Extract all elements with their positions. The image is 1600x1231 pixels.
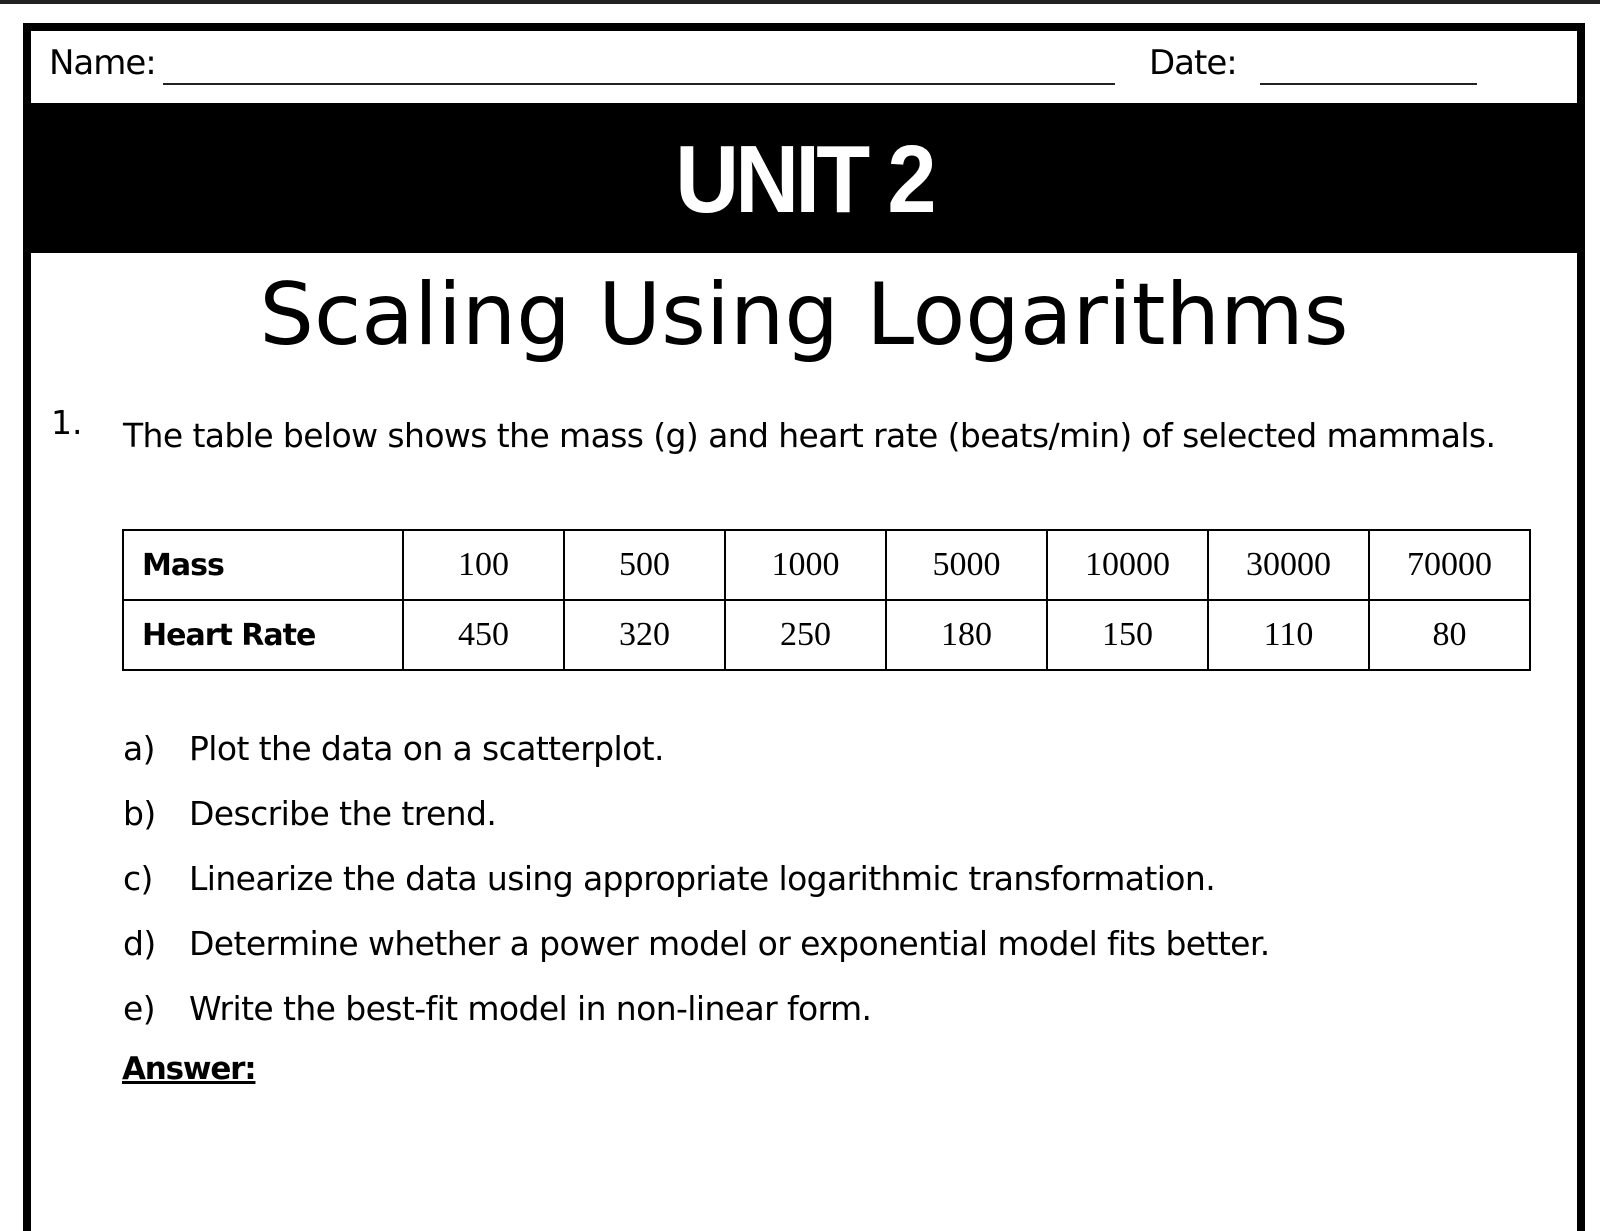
name-field-line[interactable]	[163, 83, 1115, 85]
subquestion-letter: a)	[123, 729, 155, 768]
subquestion-text: Determine whether a power model or exponential model fits better.	[189, 924, 1270, 963]
subquestion-b	[123, 794, 496, 833]
table-cell: 30000	[1208, 530, 1369, 600]
subquestion-text: Describe the trend.	[189, 794, 497, 833]
subquestion-a	[123, 729, 664, 768]
name-date-bar	[31, 31, 1577, 103]
table-cell: 320	[564, 600, 725, 670]
top-strip	[0, 0, 1600, 4]
data-table	[122, 529, 1531, 671]
table-row-heart-rate	[123, 600, 1530, 670]
subquestion-c	[123, 859, 1215, 898]
row-header: Mass	[123, 530, 403, 600]
answer-label: Answer:	[122, 1051, 256, 1087]
date-field-line[interactable]	[1260, 83, 1477, 85]
page-title: Scaling Using Logarithms	[259, 265, 1349, 365]
table-cell: 70000	[1369, 530, 1530, 600]
subquestion-letter: c)	[123, 859, 153, 898]
subquestion-letter: e)	[123, 989, 155, 1028]
subquestion-letter: b)	[123, 794, 156, 833]
subquestion-text: Write the best-fit model in non-linear form.	[189, 989, 872, 1028]
unit-title: UNIT 2	[675, 126, 933, 233]
table-cell: 250	[725, 600, 886, 670]
table-cell: 10000	[1047, 530, 1208, 600]
date-label: Date:	[1149, 43, 1237, 83]
table-cell: 500	[564, 530, 725, 600]
subquestion-text: Linearize the data using appropriate logarithmic transformation.	[189, 859, 1216, 898]
subquestion-d	[123, 924, 1270, 963]
question-text: The table below shows the mass (g) and heart rate (beats/min) of selected mammals.	[123, 416, 1496, 455]
table-row-mass	[123, 530, 1530, 600]
table-cell: 80	[1369, 600, 1530, 670]
subquestion-letter: d)	[123, 924, 156, 963]
subquestion-text: Plot the data on a scatterplot.	[189, 729, 664, 768]
subquestion-e	[123, 989, 871, 1028]
unit-banner	[23, 103, 1585, 253]
table-cell: 450	[403, 600, 564, 670]
row-header: Heart Rate	[123, 600, 403, 670]
table-cell: 100	[403, 530, 564, 600]
table-cell: 150	[1047, 600, 1208, 670]
name-label: Name:	[49, 43, 156, 83]
table-cell: 5000	[886, 530, 1047, 600]
worksheet-frame	[23, 23, 1585, 1231]
table-cell: 180	[886, 600, 1047, 670]
table-cell: 1000	[725, 530, 886, 600]
table-cell: 110	[1208, 600, 1369, 670]
question-number: 1.	[51, 403, 83, 442]
